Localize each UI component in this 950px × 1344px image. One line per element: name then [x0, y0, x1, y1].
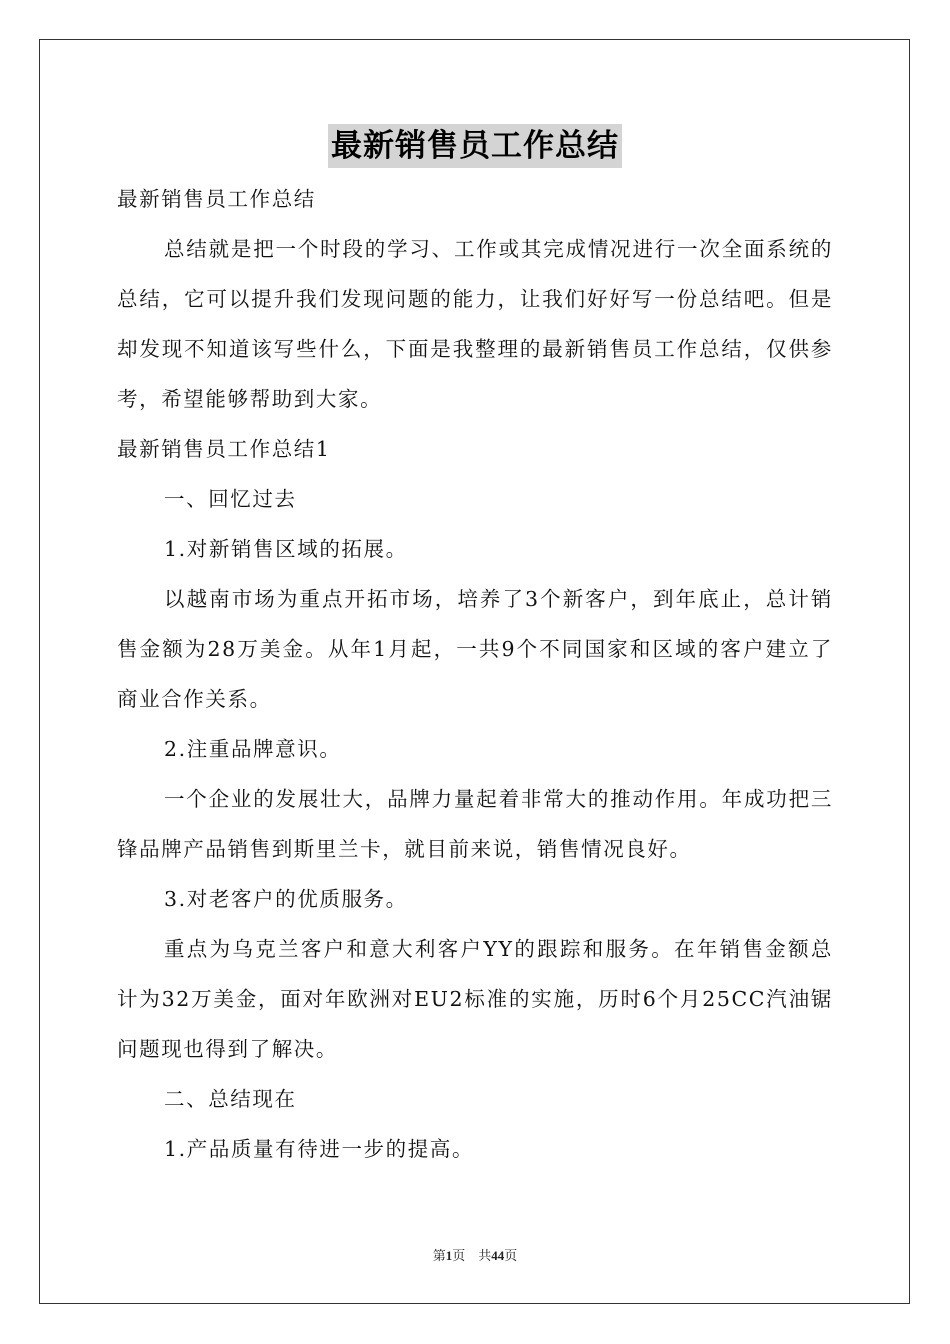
intro-paragraph: 总结就是把一个时段的学习、工作或其完成情况进行一次全面系统的总结，它可以提升我们发现问题的能力，让我们好好写一份总结吧。但是却发现不知道该写些什么，下面是我整理的最新销售员工作总结，仅供参考，希望能够帮助到大家。	[117, 237, 833, 411]
part1-heading: 一、回忆过去	[164, 487, 297, 511]
document-subtitle: 最新销售员工作总结	[117, 187, 316, 211]
footer-mid: 页 共	[452, 1248, 492, 1263]
title-container	[0, 124, 950, 168]
footer-prefix: 第	[432, 1248, 446, 1263]
item2-body: 一个企业的发展壮大，品牌力量起着非常大的推动作用。年成功把三锋品牌产品销售到斯里兰卡，就目前来说，销售情况良好。	[117, 787, 833, 861]
item3-body: 重点为乌克兰客户和意大利客户YY的跟踪和服务。在年销售金额总计为32万美金，面对年欧洲对EU2标准的实施，历时6个月25CC汽油锯问题现也得到了解决。	[117, 937, 833, 1061]
footer-total-pages: 44	[491, 1248, 505, 1263]
section-heading: 最新销售员工作总结1	[117, 437, 331, 461]
item1-heading: 1.对新销售区域的拓展。	[164, 537, 408, 561]
document-title: 最新销售员工作总结	[328, 124, 622, 168]
page-footer	[0, 1245, 950, 1264]
footer-suffix: 页	[504, 1248, 518, 1263]
item4-heading: 1.产品质量有待进一步的提高。	[164, 1137, 475, 1161]
item1-body: 以越南市场为重点开拓市场，培养了3个新客户，到年底止，总计销售金额为28万美金。从年1月起，一共9个不同国家和区域的客户建立了商业合作关系。	[117, 587, 833, 711]
item2-heading: 2.注重品牌意识。	[164, 737, 342, 761]
item3-heading: 3.对老客户的优质服务。	[164, 887, 408, 911]
part2-heading: 二、总结现在	[164, 1087, 297, 1111]
document-body	[117, 174, 833, 1174]
footer-page-number: 1	[445, 1248, 453, 1263]
